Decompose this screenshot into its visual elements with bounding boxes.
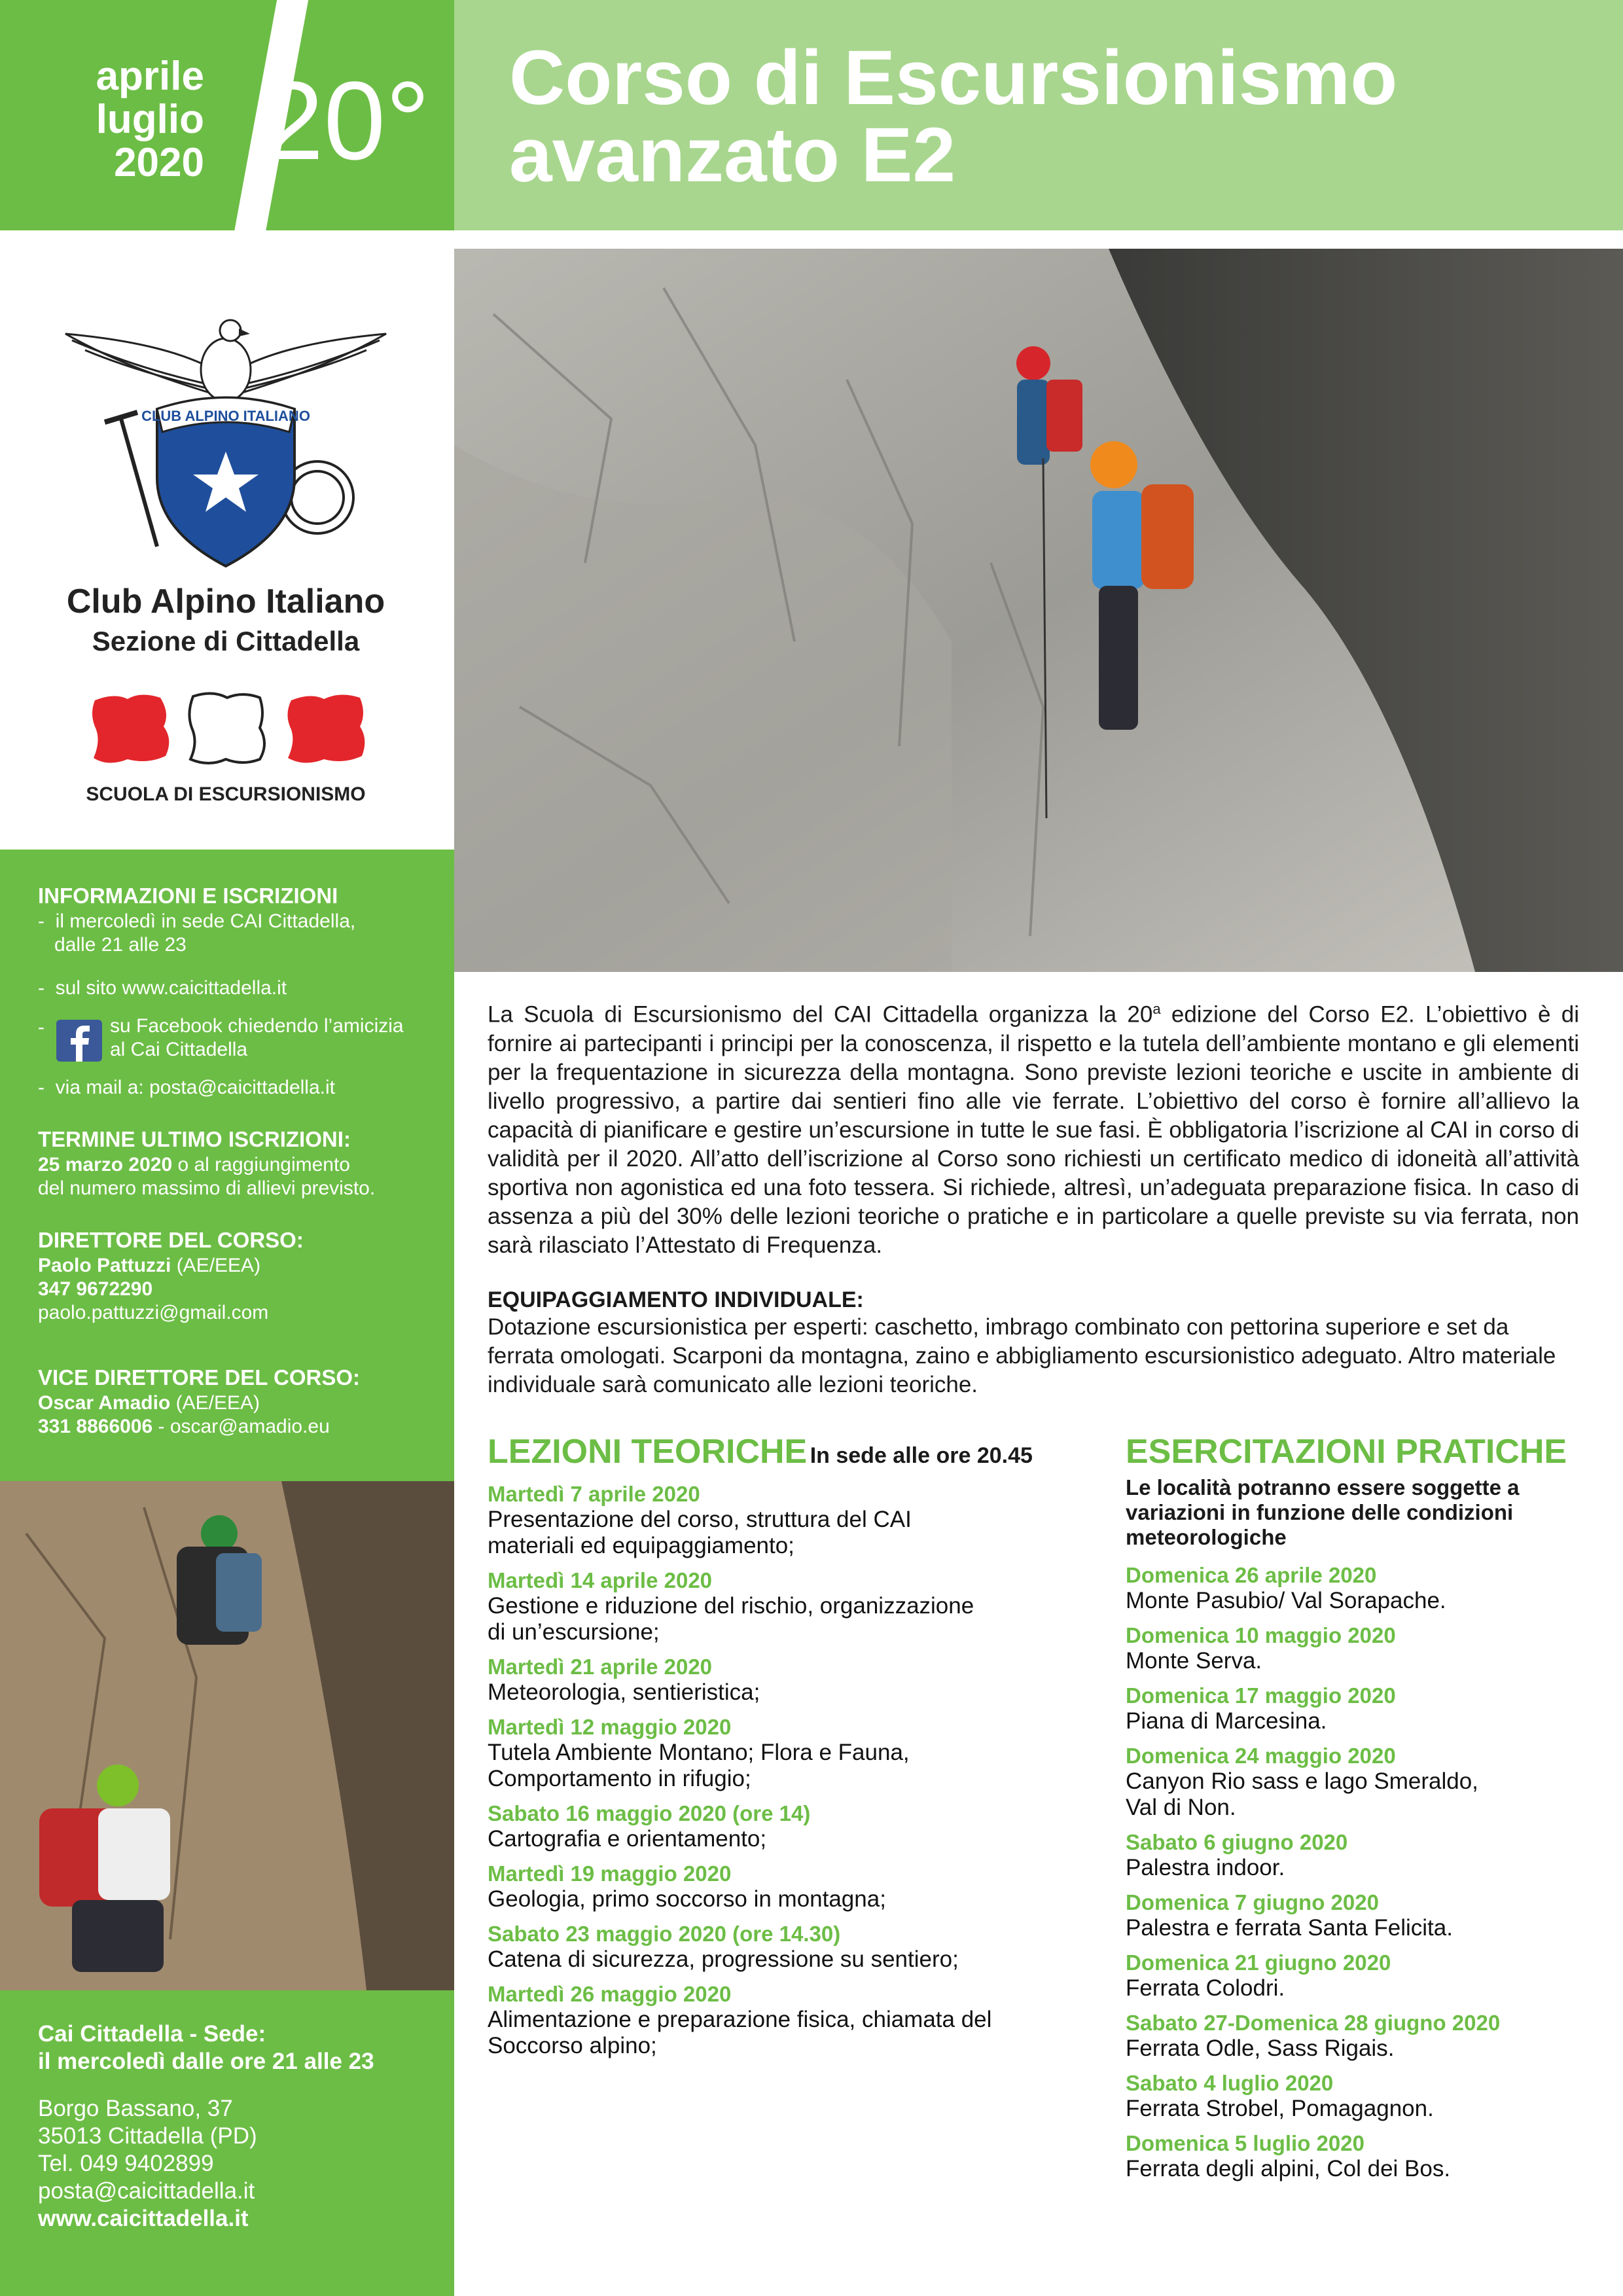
cai-logo-icon xyxy=(59,314,393,589)
item-text: Tutela Ambiente Montano; Flora e Fauna, xyxy=(488,1740,910,1765)
list-item xyxy=(1126,2071,1597,2122)
bullet: - xyxy=(38,910,45,932)
list-item xyxy=(1126,1623,1597,1674)
director-title: (AE/EEA) xyxy=(171,1255,261,1276)
item-text: Ferrata degli alpini, Col dei Bos. xyxy=(1126,2156,1451,2181)
intro-text: La Scuola di Escursionismo del CAI Cittadella organizza la 20 xyxy=(488,1001,1153,1028)
item-date: Sabato 16 maggio 2020 (ore 14) xyxy=(488,1801,811,1825)
deadline-text xyxy=(38,1153,375,1200)
note-line: meteorologiche xyxy=(1126,1525,1287,1549)
vice-name: Oscar Amadio xyxy=(38,1392,171,1414)
item-date: Martedì 14 aprile 2020 xyxy=(488,1568,713,1592)
deadline-rest: o al raggiungimento xyxy=(172,1154,350,1175)
sede-line2: il mercoledì dalle ore 21 alle 23 xyxy=(38,2049,374,2074)
item-text: di un’escursione; xyxy=(488,1619,660,1645)
item-text: Canyon Rio sass e lago Smeraldo, xyxy=(1126,1768,1478,1794)
intro-text: edizione del Corso E2. L’obiettivo è di fornire ai partecipanti i principi per la conoscenza, il rispetto e la tutela dell’ambiente montano e gli elementi per la frequentazione in sicurezza della montagna. Sono previste lezioni teoriche e uscite in ambiente di livello progressivo, a partire dai sentieri fino alle vie ferrate. L’obiettivo del corso è fornire all’allievo la capacità di pianificare e gestire un’escursione in tutte le sue fasi. È obbligatoria l’iscrizione al CAI in corso di validità per il 2020. All’atto dell’iscrizione al Corso sono richiesti un certificato medico di idoneità all’attività sportiva non agonistica ed una foto tessera. Si richiede, altresì, un’adeguata preparazione fisica. In caso di assenza a più del 30% delle lezioni teoriche o pratiche e in particolare a quelle previste su via ferrata, non sarà rilasciato l’Attestato di Frequenza. xyxy=(488,1001,1579,1258)
item-text: Alimentazione e preparazione fisica, chiamata del xyxy=(488,2007,992,2032)
list-item xyxy=(488,1655,1077,1706)
deadline-line2: del numero massimo di allievi previsto. xyxy=(38,1177,376,1199)
item-text: Catena di sicurezza, progressione su sentiero; xyxy=(488,1946,959,1972)
item-text: Meteorologia, sentieristica; xyxy=(488,1679,760,1705)
info-item xyxy=(38,910,355,957)
item-date: Domenica 5 luglio 2020 xyxy=(1126,2131,1364,2155)
list-item xyxy=(488,1482,1077,1559)
list-item xyxy=(488,1801,1077,1852)
info-text: al Cai Cittadella xyxy=(110,1039,248,1060)
list-item xyxy=(1126,2131,1597,2182)
item-text: Geologia, primo soccorso in montagna; xyxy=(488,1886,886,1912)
list-item xyxy=(488,1922,1077,1973)
info-text: dalle 21 alle 23 xyxy=(54,934,187,956)
list-item xyxy=(1126,1744,1597,1821)
list-item xyxy=(1126,1950,1597,2001)
item-text: Palestra e ferrata Santa Felicita. xyxy=(1126,1915,1453,1941)
list-item xyxy=(488,1568,1077,1645)
note-line: Le località potranno essere soggette a xyxy=(1126,1475,1520,1499)
item-date: Domenica 10 maggio 2020 xyxy=(1126,1623,1396,1647)
equip-heading: EQUIPAGGIAMENTO INDIVIDUALE: xyxy=(488,1287,864,1312)
intro-sup: a xyxy=(1152,1001,1161,1017)
climbers-photo-main xyxy=(454,249,1623,972)
item-text: Palestra indoor. xyxy=(1126,1855,1285,1880)
item-text: Monte Serva. xyxy=(1126,1648,1262,1674)
title-line-2: avanzato E2 xyxy=(509,112,956,198)
esercitazioni-note xyxy=(1126,1475,1597,1550)
note-line: variazioni in funzione delle condizioni xyxy=(1126,1500,1514,1524)
item-date: Sabato 6 giugno 2020 xyxy=(1126,1830,1348,1854)
lezioni-list xyxy=(488,1482,1077,2059)
item-text: Soccorso alpino; xyxy=(488,2033,657,2058)
website-link[interactable]: sul sito www.caicittadella.it xyxy=(55,977,287,999)
vice-email[interactable]: - oscar@amadio.eu xyxy=(152,1416,330,1437)
director-name: Paolo Pattuzzi xyxy=(38,1255,171,1276)
lezioni-heading: LEZIONI TEORICHE xyxy=(488,1433,808,1471)
director-email[interactable]: paolo.pattuzzi@gmail.com xyxy=(38,1302,269,1323)
item-date: Sabato 27-Domenica 28 giugno 2020 xyxy=(1126,2011,1501,2035)
sede-heading xyxy=(38,2020,374,2075)
bullet: - xyxy=(38,1016,45,1038)
item-date: Domenica 24 maggio 2020 xyxy=(1126,1744,1396,1768)
item-date: Domenica 17 maggio 2020 xyxy=(1126,1683,1396,1708)
facebook-text xyxy=(110,1014,404,1062)
logo-badge-text: CLUB ALPINO ITALIANO xyxy=(141,408,310,424)
deadline-heading: TERMINE ULTIMO ISCRIZIONI: xyxy=(38,1127,351,1151)
item-text: Cartografia e orientamento; xyxy=(488,1826,767,1852)
list-item xyxy=(1126,1563,1597,1614)
vice-info xyxy=(38,1391,330,1439)
esercitazioni-heading: ESERCITAZIONI PRATICHE xyxy=(1126,1433,1567,1471)
header-year: 2020 xyxy=(114,140,204,185)
item-text: Val di Non. xyxy=(1126,1795,1236,1820)
header-date-panel xyxy=(0,0,454,230)
item-date: Domenica 7 giugno 2020 xyxy=(1126,1890,1379,1914)
bullet: - xyxy=(38,1077,45,1098)
list-item xyxy=(1126,1890,1597,1941)
item-date: Martedì 7 aprile 2020 xyxy=(488,1482,700,1506)
info-item xyxy=(38,977,287,1000)
item-text: Ferrata Colodri. xyxy=(1126,1975,1285,2001)
item-text: Comportamento in rifugio; xyxy=(488,1766,751,1791)
list-item xyxy=(1126,1683,1597,1734)
info-panel xyxy=(0,850,454,1481)
email-link[interactable]: via mail a: posta@caicittadella.it xyxy=(55,1077,335,1098)
address-line1: Borgo Bassano, 37 xyxy=(38,2096,233,2121)
item-text: Piana di Marcesina. xyxy=(1126,1708,1327,1734)
item-date: Martedì 19 maggio 2020 xyxy=(488,1861,732,1886)
info-item xyxy=(38,1016,45,1039)
address-line2: 35013 Cittadella (PD) xyxy=(38,2123,257,2149)
esercitazioni-list xyxy=(1126,1563,1597,2182)
director-info xyxy=(38,1254,268,1325)
list-item xyxy=(1126,2011,1597,2062)
list-item xyxy=(488,1715,1077,1792)
esercitazioni-section xyxy=(1126,1433,1597,2191)
telephone: Tel. 049 9402899 xyxy=(38,2151,214,2176)
deadline-date: 25 marzo 2020 xyxy=(38,1154,173,1175)
edition-number: 20° xyxy=(262,59,431,183)
list-item xyxy=(1126,1830,1597,1881)
item-text: Monte Pasubio/ Val Sorapache. xyxy=(1126,1588,1446,1613)
info-heading: INFORMAZIONI E ISCRIZIONI xyxy=(38,884,338,908)
item-date: Martedì 26 maggio 2020 xyxy=(488,1982,732,2006)
header-month-start: aprile xyxy=(96,54,204,99)
sede-line1: Cai Cittadella - Sede: xyxy=(38,2021,266,2047)
title-line-1: Corso di Escursionismo xyxy=(509,35,1398,121)
director-phone: 347 9672290 xyxy=(38,1278,153,1300)
footer-website[interactable]: www.caicittadella.it xyxy=(38,2206,249,2231)
item-date: Martedì 12 maggio 2020 xyxy=(488,1715,732,1739)
equip-text: Dotazione escursionistica per esperti: caschetto, imbrago combinato con pettorina superiore e set da ferrata omologati. Scarponi da montagna, zaino e abbigliamento escursionistico adeguato. Altro materiale individuale sarà comunicato alle lezioni teoriche. xyxy=(488,1314,1556,1397)
item-date: Martedì 21 aprile 2020 xyxy=(488,1655,713,1679)
footer-email[interactable]: posta@caicittadella.it xyxy=(38,2178,255,2204)
intro-paragraph xyxy=(488,995,1579,1260)
facebook-icon[interactable] xyxy=(56,1020,102,1062)
vice-phone: 331 8866006 xyxy=(38,1416,153,1437)
item-date: Domenica 26 aprile 2020 xyxy=(1126,1563,1377,1587)
section-name: Sezione di Cittadella xyxy=(92,626,360,656)
vice-title: (AE/EEA) xyxy=(170,1392,260,1414)
club-name: Club Alpino Italiano xyxy=(66,583,385,620)
info-text: il mercoledì in sede CAI Cittadella, xyxy=(55,910,356,932)
sede-panel xyxy=(0,1990,454,2296)
item-date: Sabato 4 luglio 2020 xyxy=(1126,2071,1334,2095)
bullet: - xyxy=(38,977,45,999)
item-text: materiali ed equipaggiamento; xyxy=(488,1533,794,1558)
list-item xyxy=(488,1861,1077,1912)
vice-heading: VICE DIRETTORE DEL CORSO: xyxy=(38,1365,361,1390)
page-title xyxy=(509,35,1398,198)
item-text: Gestione e riduzione del rischio, organizzazione xyxy=(488,1593,974,1619)
info-item xyxy=(38,1076,335,1100)
item-text: Ferrata Odle, Sass Rigais. xyxy=(1126,2036,1395,2061)
lezioni-section xyxy=(488,1433,1077,2068)
sede-address xyxy=(38,2095,257,2233)
tricolor-flag-icon xyxy=(88,687,366,772)
climbers-photo-side xyxy=(0,1481,454,1990)
school-name: SCUOLA DI ESCURSIONISMO xyxy=(86,783,366,805)
info-text: su Facebook chiedendo l’amicizia xyxy=(110,1015,404,1037)
item-text: Presentazione del corso, struttura del CAI xyxy=(488,1507,912,1532)
list-item xyxy=(488,1982,1077,2059)
item-text: Ferrata Strobel, Pomagagnon. xyxy=(1126,2096,1434,2121)
director-heading: DIRETTORE DEL CORSO: xyxy=(38,1228,304,1252)
lezioni-subheading: In sede alle ore 20.45 xyxy=(810,1443,1033,1468)
item-date: Sabato 23 maggio 2020 (ore 14.30) xyxy=(488,1922,841,1946)
item-date: Domenica 21 giugno 2020 xyxy=(1126,1950,1391,1975)
header-month-end: luglio xyxy=(96,97,204,142)
